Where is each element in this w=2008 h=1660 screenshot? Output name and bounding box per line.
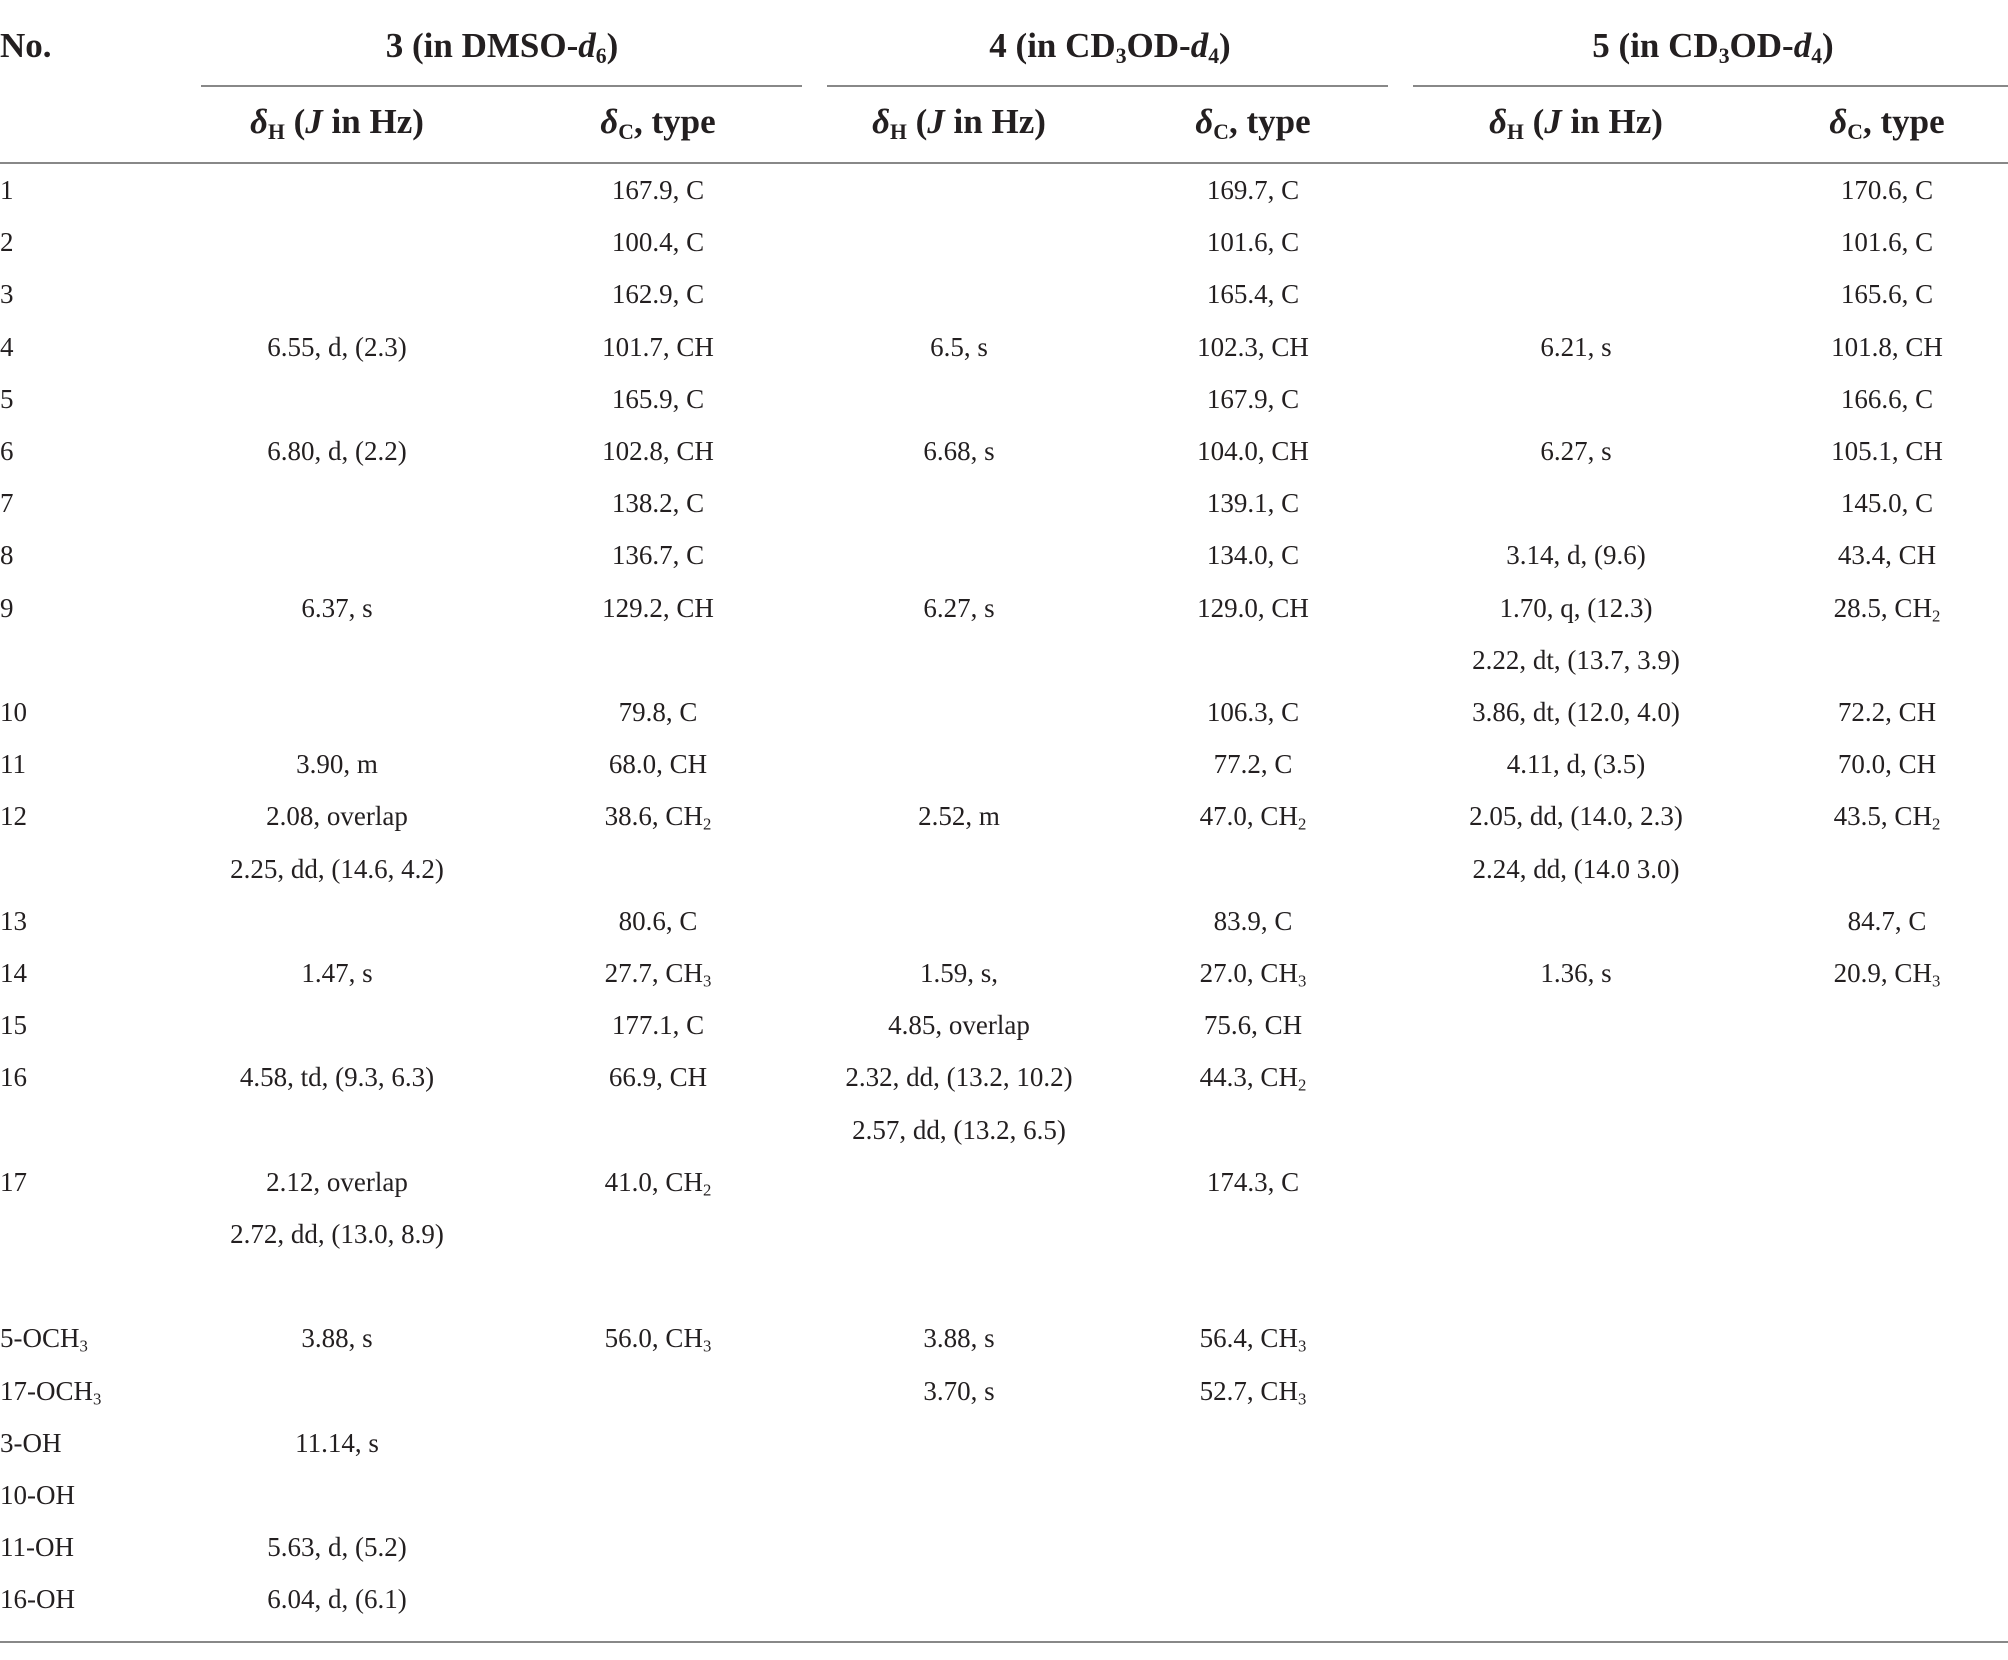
cell-dh-3 (295, 1425, 379, 1461)
subheader-dc-5 (1829, 98, 1944, 146)
cell-text: 4.11, d, (3.5) (1506, 749, 1646, 780)
cell-text: 102.3, CH (1197, 331, 1309, 362)
cell-text: 174.3, C (1206, 1166, 1300, 1197)
cell-text: 2.12, overlap (266, 1166, 408, 1197)
cell-text: 3.14, d, (9.6) (1506, 540, 1646, 571)
cell-text: 101.7, CH (602, 331, 714, 362)
cell-dh-3 (240, 1059, 434, 1095)
delta: δ (1195, 102, 1214, 141)
cell-text: 4.85, overlap (888, 1010, 1030, 1041)
compound-5-cd-sub: 3 (1718, 44, 1730, 69)
cell-text: 6.21, s (1540, 331, 1612, 362)
cell-subscript: 3 (1931, 971, 1941, 991)
cell-text: 6.27, s (1540, 436, 1612, 466)
cell-dc-4 (1200, 1059, 1307, 1095)
cell-text: 1.59, s, (919, 958, 999, 988)
cell-dc-5 (1841, 224, 1933, 260)
cell-subscript: 3 (702, 1337, 712, 1357)
cell-text: 177.1, C (611, 1010, 705, 1041)
compound-4-od: OD- (1126, 26, 1191, 65)
cell-dh-3 (230, 1216, 444, 1252)
cell-dc-3 (605, 955, 712, 991)
cell-dh-3 (301, 590, 372, 626)
cell-text: 6 (0, 436, 14, 466)
subheader-dh-4 (872, 98, 1046, 146)
delta-sub: H (268, 120, 285, 145)
compound-5-d: d (1793, 26, 1812, 65)
header-compound-3 (386, 22, 619, 70)
subheader-dh-5 (1489, 98, 1663, 146)
row-label (0, 1477, 75, 1513)
cell-text: 80.6, C (618, 905, 698, 936)
cell-text: 17-OCH (0, 1375, 93, 1406)
cell-text: 72.2, CH (1837, 697, 1937, 727)
row-label (0, 224, 14, 260)
compound-3-d-sub: 6 (595, 44, 607, 69)
group-rule-3 (201, 85, 802, 87)
cell-dc-3 (609, 746, 707, 782)
cell-text: 10-OH (0, 1480, 75, 1510)
row-label (0, 1581, 75, 1617)
cell-text: 1 (0, 175, 14, 205)
cell-text: 3-OH (0, 1427, 62, 1458)
cell-dh-3 (266, 798, 408, 834)
cell-dh-3 (266, 1164, 408, 1200)
delta-sub: H (1507, 120, 1524, 145)
type-label: , type (1862, 102, 1945, 141)
compound-5-d-sub: 4 (1811, 44, 1823, 69)
cell-text: 139.1, C (1206, 488, 1300, 519)
cell-subscript: 2 (702, 815, 712, 835)
delta: δ (1829, 102, 1848, 141)
cell-dh-5 (1507, 746, 1645, 782)
group-rule-4 (827, 85, 1388, 87)
delta: δ (872, 102, 891, 141)
compound-4-close: ) (1219, 26, 1231, 65)
compound-3-d: d (578, 26, 596, 65)
delta-sub: C (1213, 120, 1229, 145)
cell-text: 4.58, td, (9.3, 6.3) (239, 1062, 435, 1093)
header-compound-5 (1592, 22, 1833, 70)
cell-dc-5 (1838, 694, 1936, 730)
cell-dh-3 (301, 1320, 372, 1356)
unit: in Hz) (1561, 102, 1663, 141)
subheader-dc-3 (600, 98, 715, 146)
cell-dc-4 (1207, 694, 1299, 730)
row-label (0, 955, 27, 991)
cell-subscript: 2 (1931, 606, 1941, 626)
table-bottom-rule (0, 1641, 2008, 1643)
cell-text: 16 (0, 1062, 27, 1093)
cell-text: 28.5, CH (1833, 592, 1932, 623)
cell-subscript: 2 (1297, 1076, 1307, 1096)
row-label (0, 1007, 27, 1043)
row-label (0, 694, 27, 730)
cell-text: 2.57, dd, (13.2, 6.5) (852, 1114, 1066, 1145)
cell-dh-3 (267, 1529, 406, 1565)
row-label (0, 485, 14, 521)
cell-text: 43.4, CH (1837, 540, 1937, 571)
cell-text: 104.0, CH (1197, 436, 1309, 466)
cell-text: 169.7, C (1206, 175, 1300, 205)
cell-text: 17 (0, 1166, 27, 1197)
cell-dc-5 (1848, 903, 1927, 939)
cell-text: 101.8, CH (1831, 331, 1943, 362)
cell-text: 2.32, dd, (13.2, 10.2) (845, 1062, 1073, 1093)
cell-text: 6.37, s (301, 592, 373, 623)
cell-text: 3.88, s (923, 1323, 995, 1354)
cell-text: 165.6, C (1840, 279, 1934, 310)
cell-dc-4 (1214, 746, 1293, 782)
cell-dc-4 (1200, 1320, 1307, 1356)
cell-text: 84.7, C (1847, 905, 1927, 936)
cell-dc-5 (1841, 381, 1933, 417)
cell-text: 2 (0, 227, 14, 258)
header-bottom-rule (0, 162, 2008, 164)
cell-dh-5 (1472, 642, 1680, 678)
cell-text: 79.8, C (618, 697, 698, 727)
cell-dc-3 (612, 276, 704, 312)
row-label (0, 798, 27, 834)
cell-text: 162.9, C (611, 279, 705, 310)
cell-subscript: 2 (702, 1180, 712, 1200)
header-compound-4 (989, 22, 1230, 70)
row-label (0, 1529, 74, 1565)
cell-text: 16-OH (0, 1584, 75, 1615)
cell-dc-3 (602, 433, 714, 469)
subheader-dc-4 (1195, 98, 1310, 146)
cell-text: 66.9, CH (608, 1062, 708, 1093)
compound-3-close: ) (606, 26, 619, 65)
cell-text: 1.70, q, (12.3) (1499, 592, 1653, 623)
cell-text: 105.1, CH (1831, 436, 1943, 466)
compound-5-solvent: (in CD (1609, 26, 1719, 65)
cell-text: 77.2, C (1213, 749, 1293, 780)
cell-text: 1.47, s (301, 958, 373, 988)
compound-5-number: 5 (1592, 26, 1610, 65)
row-label (0, 1373, 101, 1409)
cell-text: 138.2, C (611, 488, 705, 519)
cell-text: 2.08, overlap (266, 801, 408, 832)
cell-text: 136.7, C (611, 540, 705, 571)
compound-3-solvent: (in DMSO- (403, 26, 579, 65)
cell-text: 83.9, C (1213, 905, 1293, 936)
cell-text: 129.0, CH (1197, 592, 1309, 623)
row-label (0, 329, 14, 365)
cell-text: 75.6, CH (1203, 1010, 1303, 1041)
paren: ( (906, 102, 928, 141)
row-label (0, 433, 14, 469)
cell-text: 134.0, C (1206, 540, 1300, 571)
delta: δ (250, 102, 269, 141)
cell-dc-3 (619, 694, 698, 730)
cell-text: 10 (0, 697, 27, 727)
compound-5-close: ) (1822, 26, 1834, 65)
cell-subscript: 3 (702, 971, 712, 991)
cell-dc-5 (1838, 537, 1936, 573)
cell-dh-5 (1540, 329, 1611, 365)
cell-text: 13 (0, 905, 27, 936)
cell-text: 2.52, m (918, 801, 1000, 832)
cell-text: 2.25, dd, (14.6, 4.2) (230, 853, 444, 884)
cell-text: 11 (0, 749, 26, 780)
cell-dc-4 (1207, 485, 1299, 521)
cell-text: 106.3, C (1206, 697, 1300, 727)
cell-text: 3.70, s (923, 1375, 995, 1406)
cell-text: 129.2, CH (602, 592, 714, 623)
cell-text: 3 (0, 279, 14, 310)
cell-text: 8 (0, 540, 14, 571)
cell-dh-5 (1506, 537, 1645, 573)
cell-dh-5 (1473, 851, 1680, 887)
cell-text: 6.68, s (923, 436, 995, 466)
row-label (0, 1320, 88, 1356)
compound-4-number: 4 (989, 26, 1007, 65)
cell-text: 6.55, d, (2.3) (267, 331, 407, 362)
cell-dc-5 (1834, 590, 1941, 626)
cell-text: 167.9, C (611, 175, 705, 205)
cell-dh-3 (301, 955, 372, 991)
compound-5-od: OD- (1729, 26, 1794, 65)
cell-dh-4 (918, 798, 1000, 834)
cell-text: 7 (0, 488, 14, 519)
cell-dh-3 (267, 329, 406, 365)
paren: ( (284, 102, 306, 141)
cell-dc-3 (605, 1320, 712, 1356)
cell-dh-5 (1472, 694, 1680, 730)
cell-text: 145.0, C (1840, 488, 1934, 519)
cell-dc-5 (1841, 485, 1933, 521)
cell-text: 68.0, CH (608, 749, 708, 780)
cell-dc-3 (612, 537, 704, 573)
row-label (0, 537, 14, 573)
compound-4-cd-sub: 3 (1115, 44, 1127, 69)
cell-dh-4 (923, 1373, 994, 1409)
cell-text: 6.5, s (930, 331, 988, 362)
cell-dh-3 (230, 851, 444, 887)
delta: δ (600, 102, 619, 141)
cell-text: 1.36, s (1540, 958, 1612, 988)
cell-dc-4 (1207, 381, 1299, 417)
compound-3-number: 3 (385, 26, 404, 65)
cell-dh-5 (1469, 798, 1683, 834)
cell-dc-4 (1197, 329, 1309, 365)
cell-subscript: 2 (1931, 815, 1941, 835)
cell-dc-5 (1841, 172, 1933, 208)
paren: ( (1523, 102, 1545, 141)
cell-text: 2.05, dd, (14.0, 2.3) (1469, 801, 1683, 832)
cell-text: 9 (0, 592, 14, 623)
cell-text: 3.88, s (301, 1323, 373, 1354)
cell-dc-3 (609, 1059, 707, 1095)
cell-dh-5 (1540, 433, 1611, 469)
cell-text: 38.6, CH (604, 801, 703, 832)
row-label (0, 381, 14, 417)
cell-dc-3 (602, 590, 714, 626)
cell-dh-3 (267, 1581, 406, 1617)
cell-dc-4 (1207, 537, 1299, 573)
cell-dc-4 (1200, 1373, 1307, 1409)
unit: in Hz) (322, 102, 424, 141)
cell-dc-5 (1834, 955, 1941, 991)
cell-subscript: 3 (79, 1337, 88, 1357)
cell-subscript: 3 (1297, 1389, 1307, 1409)
cell-dh-4 (930, 329, 988, 365)
cell-dh-4 (920, 955, 998, 991)
cell-dh-5 (1500, 590, 1653, 626)
cell-dh-3 (267, 433, 406, 469)
cell-dh-3 (296, 746, 378, 782)
cell-dc-5 (1831, 329, 1943, 365)
cell-text: 27.0, CH (1199, 958, 1298, 988)
row-label (0, 746, 26, 782)
cell-dc-4 (1204, 1007, 1302, 1043)
cell-text: 15 (0, 1010, 27, 1041)
cell-dc-5 (1841, 276, 1933, 312)
cell-dc-4 (1207, 276, 1299, 312)
cell-dc-3 (612, 485, 704, 521)
cell-text: 166.6, C (1840, 383, 1934, 414)
cell-dc-4 (1200, 955, 1307, 991)
row-label (0, 590, 14, 626)
cell-text: 2.72, dd, (13.0, 8.9) (230, 1219, 444, 1249)
j-symbol: J (927, 102, 945, 141)
cell-subscript: 2 (1297, 815, 1307, 835)
cell-dh-4 (923, 590, 994, 626)
subheader-dh-3 (250, 98, 424, 146)
row-label (0, 1425, 62, 1461)
j-symbol: J (305, 102, 323, 141)
cell-dc-5 (1838, 746, 1936, 782)
cell-dc-4 (1214, 903, 1293, 939)
delta: δ (1489, 102, 1508, 141)
cell-text: 6.27, s (923, 592, 995, 623)
cell-text: 11-OH (0, 1532, 74, 1563)
cell-subscript: 3 (1297, 971, 1307, 991)
cell-text: 102.8, CH (602, 436, 714, 466)
row-label (0, 276, 14, 312)
cell-dc-3 (602, 329, 714, 365)
cell-text: 27.7, CH (604, 958, 703, 988)
cell-text: 4 (0, 331, 14, 362)
cell-text: 167.9, C (1206, 383, 1300, 414)
type-label: , type (633, 102, 716, 141)
cell-text: 44.3, CH (1199, 1062, 1298, 1093)
type-label: , type (1228, 102, 1311, 141)
row-label (0, 1059, 27, 1095)
compound-4-solvent: (in CD (1006, 26, 1116, 65)
cell-text: 165.4, C (1206, 279, 1300, 310)
cell-text: 165.9, C (611, 383, 705, 414)
cell-text: 70.0, CH (1837, 749, 1937, 780)
j-symbol: J (1544, 102, 1562, 141)
cell-text: 100.4, C (611, 227, 705, 258)
cell-dc-3 (619, 903, 698, 939)
cell-dh-4 (888, 1007, 1030, 1043)
cell-dc-3 (612, 224, 704, 260)
cell-text: 56.0, CH (604, 1323, 703, 1354)
compound-4-d-sub: 4 (1208, 44, 1220, 69)
compound-4-d: d (1190, 26, 1209, 65)
cell-subscript: 3 (93, 1389, 102, 1409)
cell-subscript: 3 (1297, 1337, 1307, 1357)
cell-dc-3 (612, 172, 704, 208)
cell-dc-3 (605, 798, 712, 834)
cell-dc-4 (1197, 590, 1309, 626)
cell-dh-4 (923, 433, 994, 469)
cell-text: 12 (0, 801, 27, 832)
cell-text: 11.14, s (295, 1427, 379, 1458)
row-label (0, 1164, 27, 1200)
cell-text: 43.5, CH (1833, 801, 1932, 832)
cell-dh-4 (845, 1059, 1072, 1095)
cell-dh-4 (923, 1320, 994, 1356)
cell-text: 52.7, CH (1199, 1375, 1298, 1406)
header-no: No. (0, 26, 52, 65)
cell-text: 5.63, d, (5.2) (267, 1532, 407, 1563)
cell-text: 6.04, d, (6.1) (267, 1584, 407, 1615)
cell-dc-4 (1207, 1164, 1299, 1200)
cell-dc-3 (605, 1164, 712, 1200)
cell-dc-3 (612, 381, 704, 417)
cell-dh-4 (852, 1112, 1066, 1148)
cell-dc-3 (612, 1007, 704, 1043)
cell-dc-4 (1207, 224, 1299, 260)
delta-sub: C (1847, 120, 1863, 145)
cell-text: 20.9, CH (1833, 958, 1932, 988)
cell-dc-4 (1200, 798, 1307, 834)
cell-text: 3.86, dt, (12.0, 4.0) (1472, 697, 1680, 727)
cell-text: 2.24, dd, (14.0 3.0) (1472, 853, 1680, 884)
row-label (0, 172, 14, 208)
cell-dc-5 (1831, 433, 1943, 469)
cell-text: 47.0, CH (1199, 801, 1298, 832)
cell-dc-5 (1834, 798, 1941, 834)
delta-sub: H (890, 120, 907, 145)
cell-text: 3.90, m (296, 749, 378, 780)
cell-text: 170.6, C (1840, 175, 1934, 205)
cell-text: 5 (0, 383, 14, 414)
cell-text: 5-OCH (0, 1323, 80, 1354)
cell-text: 101.6, C (1840, 227, 1934, 258)
cell-text: 101.6, C (1206, 227, 1300, 258)
unit: in Hz) (944, 102, 1046, 141)
cell-dc-4 (1207, 172, 1299, 208)
cell-text: 14 (0, 958, 27, 988)
cell-text: 2.22, dt, (13.7, 3.9) (1472, 644, 1680, 675)
cell-text: 56.4, CH (1199, 1323, 1298, 1354)
row-label (0, 903, 27, 939)
cell-text: 41.0, CH (604, 1166, 703, 1197)
cell-dc-4 (1197, 433, 1309, 469)
delta-sub: C (618, 120, 634, 145)
cell-text: 6.80, d, (2.2) (267, 436, 407, 466)
cell-dh-5 (1540, 955, 1611, 991)
group-rule-5 (1413, 85, 2008, 87)
